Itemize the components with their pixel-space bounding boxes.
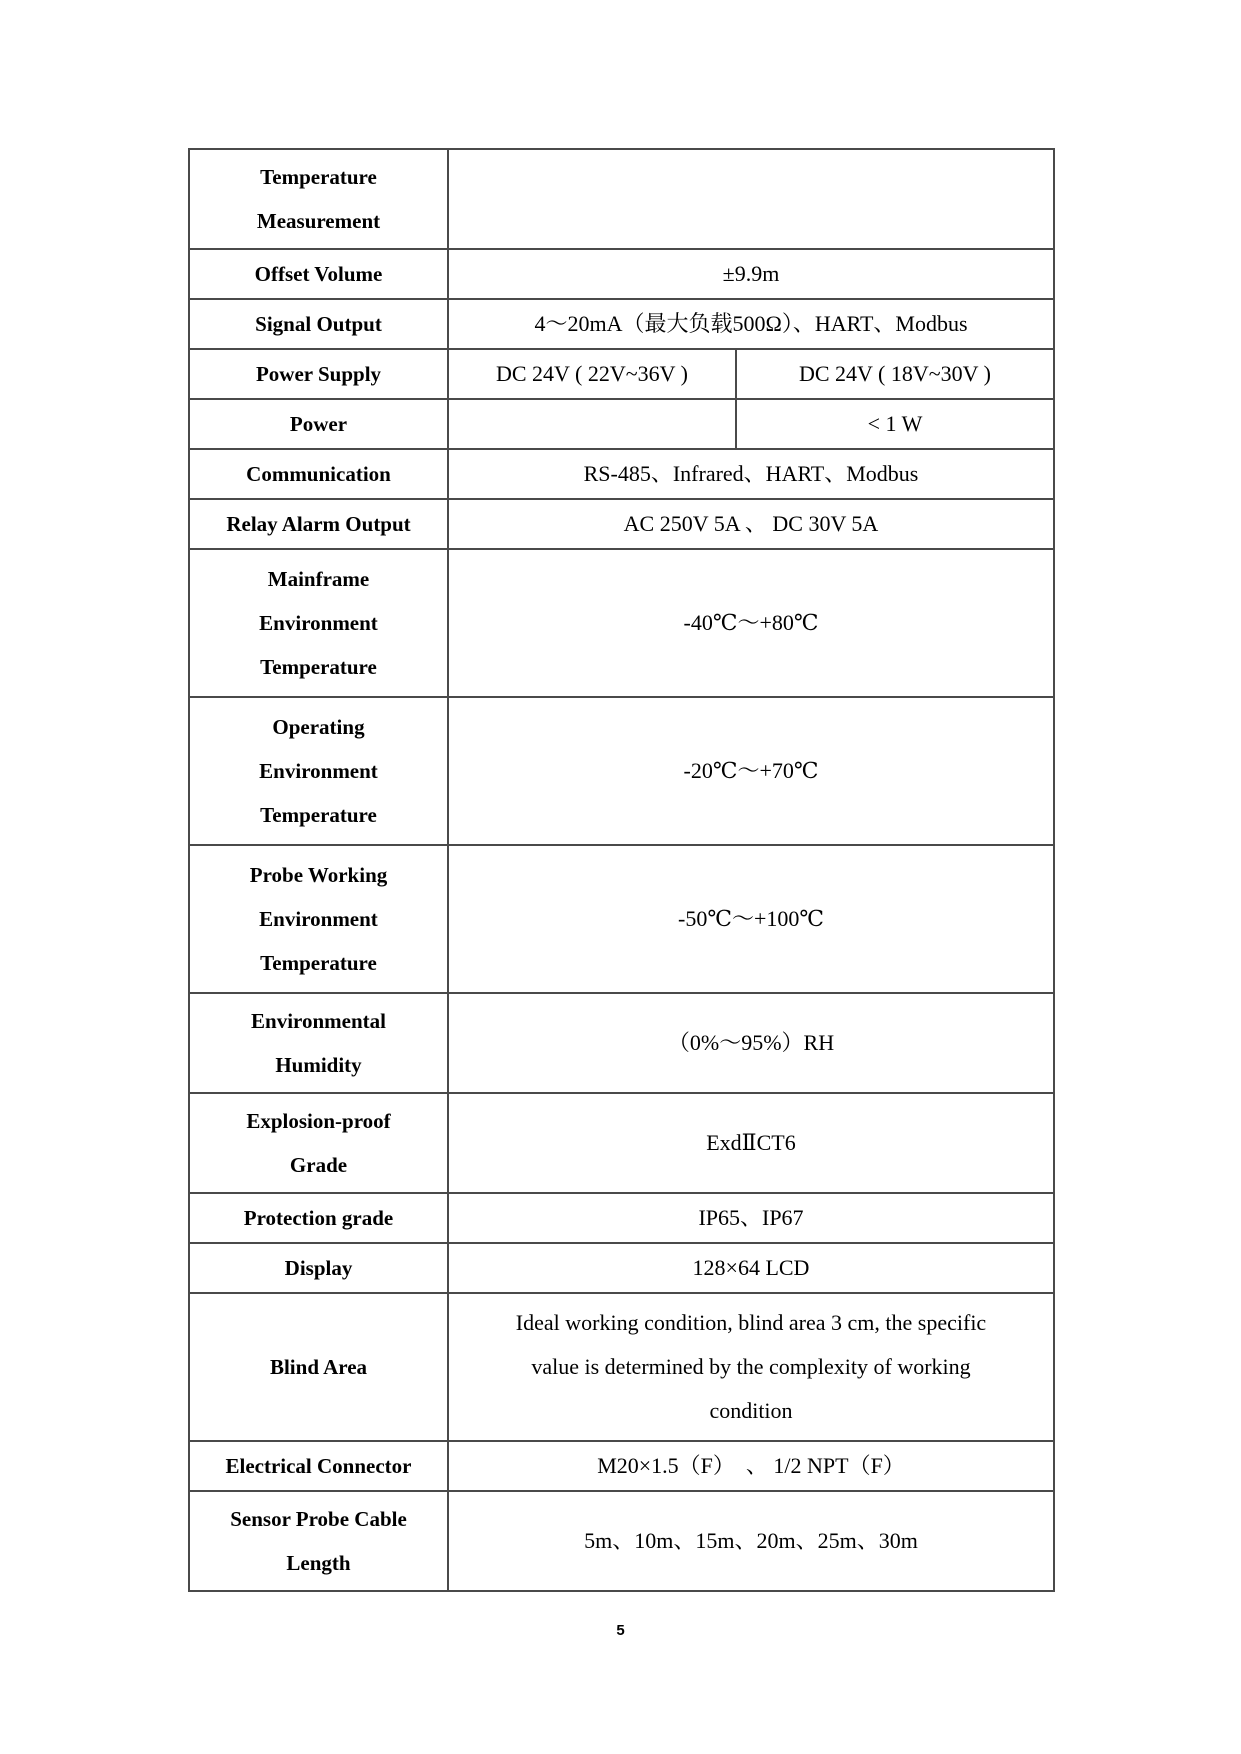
spec-row-communication [189,449,1054,499]
spec-value-left: DC 24V ( 22V~36V ) [448,349,736,399]
spec-label: Protection grade [189,1193,448,1243]
spec-value: 5m、10m、15m、20m、25m、30m [448,1491,1054,1591]
page-number: 5 [616,1622,625,1639]
spec-row-display [189,1243,1054,1293]
spec-row-electrical-connector [189,1441,1054,1491]
spec-row-temperature-measurement [189,149,1054,249]
spec-value-left [448,399,736,449]
spec-label: Communication [189,449,448,499]
spec-label: Probe Working Environment Temperature [189,845,448,993]
spec-label: Sensor Probe Cable Length [189,1491,448,1591]
spec-label: Environmental Humidity [189,993,448,1093]
spec-value: ±9.9m [448,249,1054,299]
spec-label: Power [189,399,448,449]
spec-value-right: DC 24V ( 18V~30V ) [736,349,1054,399]
spec-row-offset-volume [189,249,1054,299]
spec-row-relay-alarm-output [189,499,1054,549]
spec-value-right: < 1 W [736,399,1054,449]
spec-label: Electrical Connector [189,1441,448,1491]
spec-label: Signal Output [189,299,448,349]
spec-label: Explosion-proof Grade [189,1093,448,1193]
spec-value: Ideal working condition, blind area 3 cm, the specific value is determined by the complexity of working condition [448,1293,1054,1441]
spec-row-protection-grade [189,1193,1054,1243]
spec-value: 128×64 LCD [448,1243,1054,1293]
spec-row-sensor-probe-cable-length [189,1491,1054,1591]
spec-value: RS-485、Infrared、HART、Modbus [448,449,1054,499]
spec-label: Operating Environment Temperature [189,697,448,845]
spec-value: -20℃～+70℃ [448,697,1054,845]
spec-label: Blind Area [189,1293,448,1441]
spec-row-signal-output [189,299,1054,349]
spec-row-power-supply [189,349,1054,399]
spec-value: 4～20mA（最大负载500Ω）、HART、Modbus [448,299,1054,349]
spec-label: Mainframe Environment Temperature [189,549,448,697]
spec-label: Power Supply [189,349,448,399]
spec-value: -50℃～+100℃ [448,845,1054,993]
spec-value: ExdⅡCT6 [448,1093,1054,1193]
spec-value: AC 250V 5A 、 DC 30V 5A [448,499,1054,549]
spec-row-environmental-humidity [189,993,1054,1093]
spec-label: Display [189,1243,448,1293]
spec-row-power [189,399,1054,449]
spec-label: Offset Volume [189,249,448,299]
spec-value: IP65、IP67 [448,1193,1054,1243]
spec-label: Relay Alarm Output [189,499,448,549]
spec-value: M20×1.5（F） 、 1/2 NPT（F） [448,1441,1054,1491]
spec-row-explosion-proof-grade [189,1093,1054,1193]
spec-value: -40℃～+80℃ [448,549,1054,697]
spec-row-probe-working-environment-temperature [189,845,1054,993]
spec-row-operating-environment-temperature [189,697,1054,845]
spec-row-blind-area [189,1293,1054,1441]
spec-value [448,149,1054,249]
spec-label: Temperature Measurement [189,149,448,249]
specification-table [188,148,1055,1592]
spec-value: （0%～95%）RH [448,993,1054,1093]
spec-row-mainframe-environment-temperature [189,549,1054,697]
